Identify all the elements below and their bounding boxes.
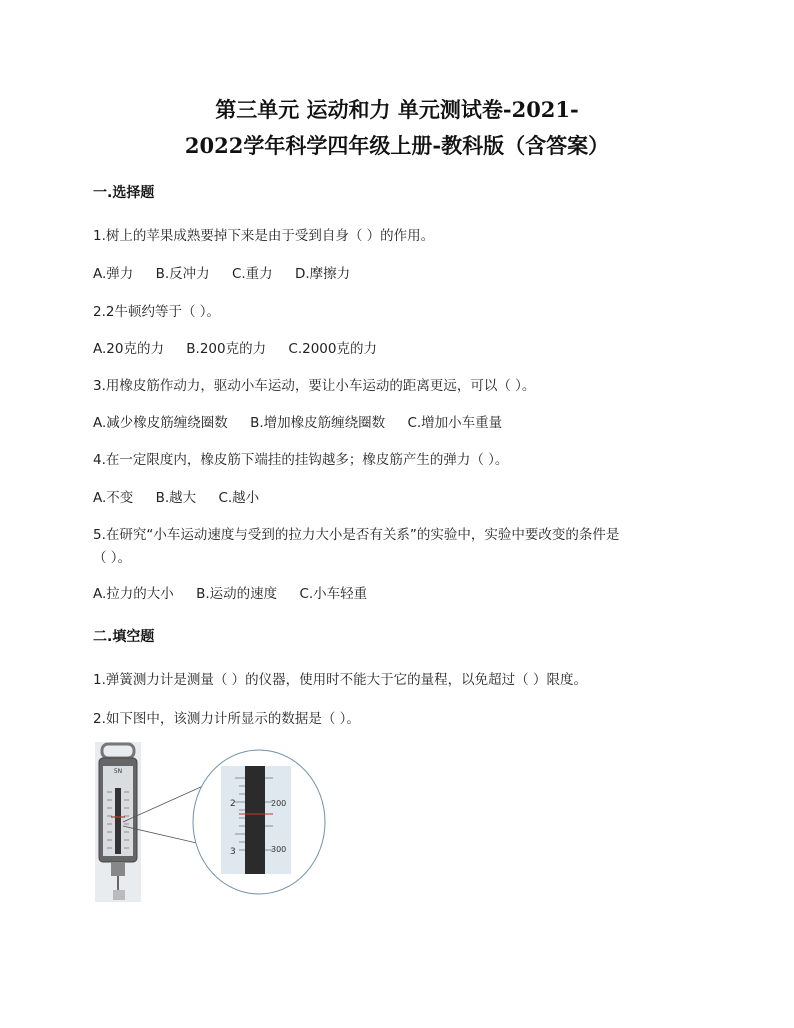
- scale-slot: [115, 788, 121, 854]
- option-a: A.弹力: [93, 266, 134, 282]
- scale-label-right-300: 300: [271, 845, 287, 854]
- option-c: C.重力: [231, 266, 273, 282]
- scale-device-label: 5N: [113, 768, 123, 775]
- question-4-options: [93, 486, 277, 506]
- option-a: A.减少橡皮筋缠绕圈数: [93, 415, 228, 431]
- option-a: A.拉力的大小: [93, 586, 174, 602]
- option-d: D.摩擦力: [294, 266, 351, 282]
- question-1: 1.树上的苹果成熟要掉下来是由于受到自身（ ）的作用。: [93, 228, 435, 244]
- fill-question-1: 1.弹簧测力计是测量（ ）的仪器，使用时不能大于它的量程，以免超过（ ）限度。: [93, 672, 587, 688]
- option-c: C.2000克的力: [288, 341, 377, 357]
- scale-label-left-2: 2: [230, 799, 236, 809]
- option-b: B.运动的速度: [196, 586, 278, 602]
- document-title-line-2: 2022学年科学四年级上册-教科版（含答案）: [184, 133, 610, 158]
- fill-question-2: 2.如下图中，该测力计所显示的数据是（ ）。: [93, 711, 360, 727]
- option-b: B.反冲力: [155, 266, 210, 282]
- question-5-options: [93, 582, 385, 602]
- option-c: C.小车轻重: [299, 586, 368, 602]
- spring-scale-figure: [93, 742, 403, 907]
- option-a: A.不变: [93, 490, 134, 506]
- option-a: A.20克的力: [93, 341, 164, 357]
- question-2-options: [93, 337, 395, 357]
- magnified-slot: [245, 766, 265, 874]
- question-2: 2.2牛顿约等于（ ）。: [93, 304, 221, 320]
- question-3-options: [93, 411, 520, 431]
- option-c: C.越小: [218, 490, 260, 506]
- scale-label-right-200: 200: [271, 799, 287, 808]
- section-heading-choice: 一.选择题: [93, 185, 155, 201]
- option-c: C.增加小车重量: [407, 415, 503, 431]
- scale-weight: [113, 890, 125, 900]
- spring-scale-illustration: [93, 742, 403, 907]
- scale-label-left-3: 3: [230, 847, 236, 857]
- question-3: 3.用橡皮筋作动力，驱动小车运动，要让小车运动的距离更远，可以（ ）。: [93, 378, 536, 394]
- option-b: B.增加橡皮筋缠绕圈数: [250, 415, 386, 431]
- option-b: B.越大: [155, 490, 197, 506]
- document-title-line-1: 第三单元 运动和力 单元测试卷-2021-: [215, 97, 579, 122]
- section-heading-fill-blank: 二.填空题: [93, 629, 155, 645]
- question-5-continued: （ ）。: [93, 550, 132, 566]
- question-5: 5.在研究“小车运动速度与受到的拉力大小是否有关系”的实验中，实验中要改变的条件是: [93, 527, 620, 543]
- option-b: B.200克的力: [186, 341, 267, 357]
- scale-hook-base: [111, 862, 125, 876]
- question-4: 4.在一定限度内，橡皮筋下端挂的挂钩越多；橡皮筋产生的弹力（ ）。: [93, 452, 509, 468]
- question-1-options: [93, 262, 368, 282]
